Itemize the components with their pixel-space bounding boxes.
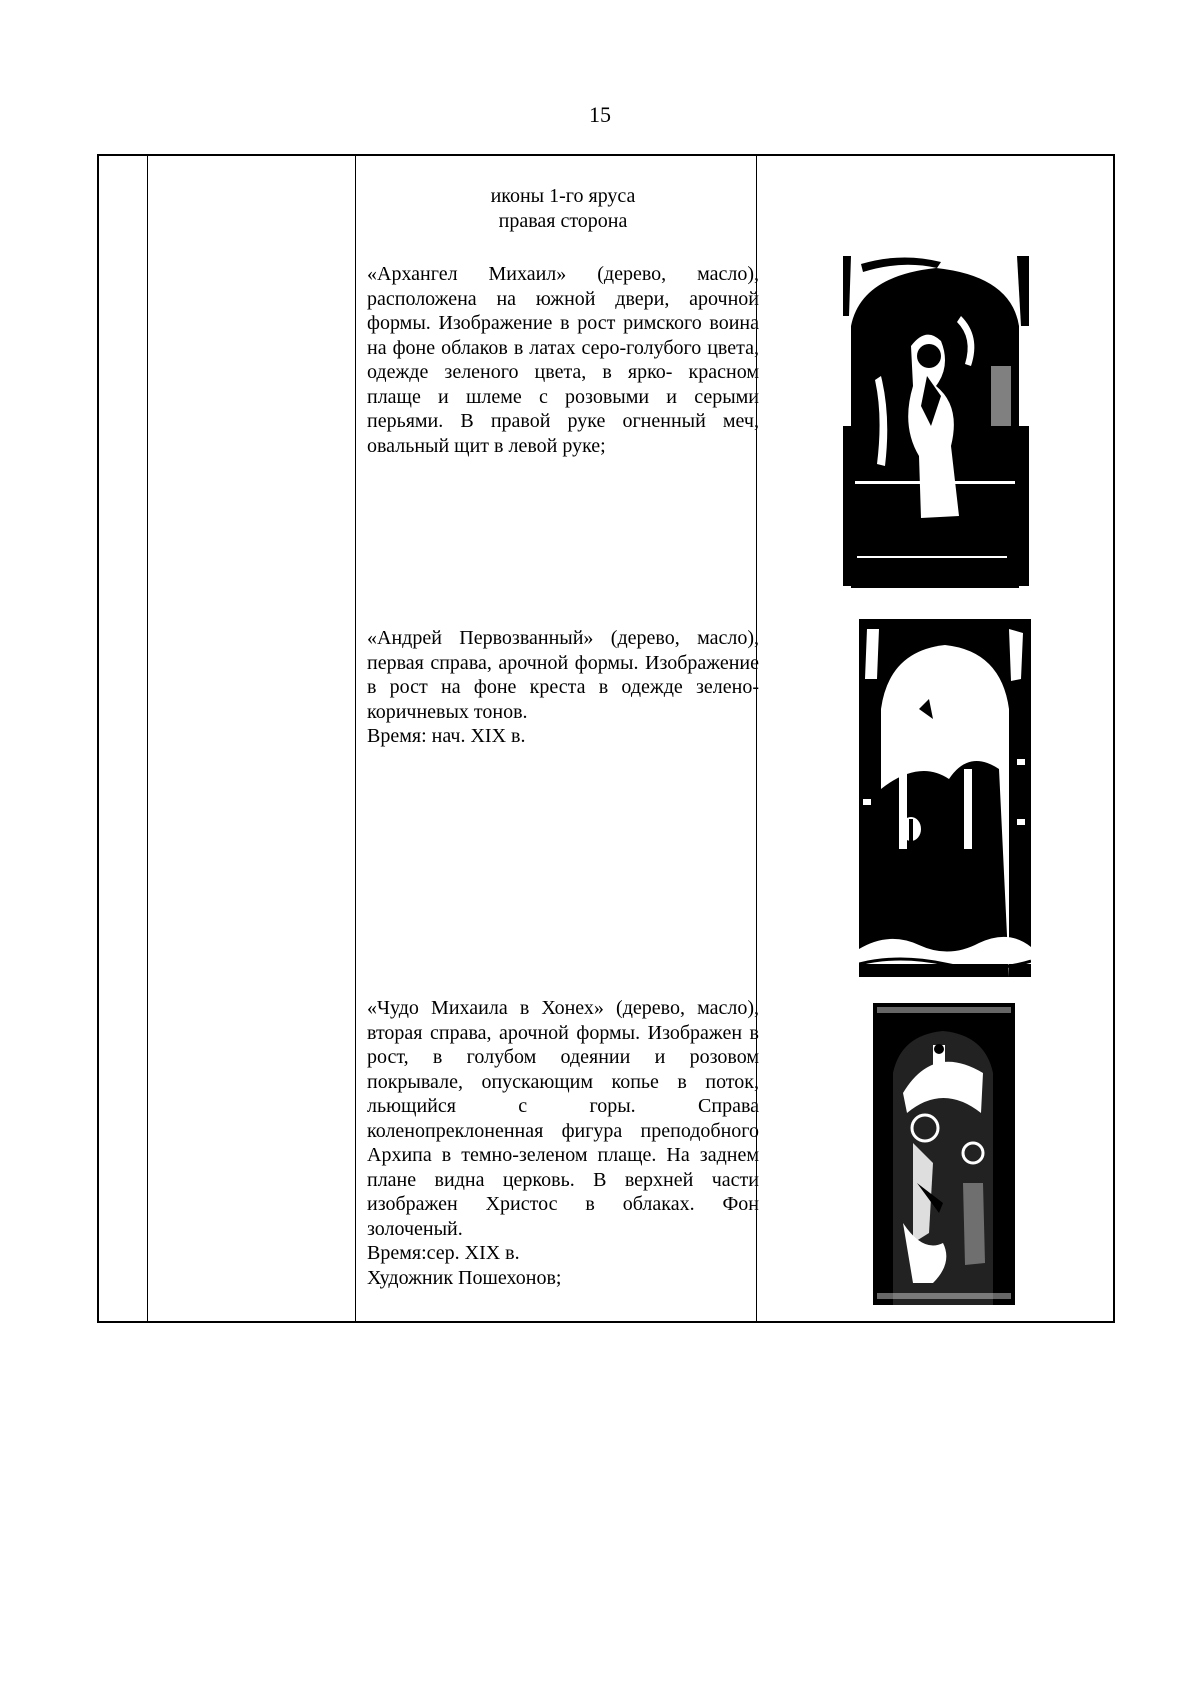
heading-line-side: правая сторона	[498, 209, 628, 232]
entry-time: Время:сер. XIX в.	[367, 1242, 520, 1264]
column-divider	[147, 156, 148, 1321]
entry-miracle-chonae	[367, 996, 759, 1290]
entry-artist: Художник Пошехонов;	[367, 1266, 562, 1289]
icon-photo-miracle-chonae	[873, 1003, 1015, 1305]
page-number: 15	[589, 102, 611, 127]
entry-text: «Архангел Михаил» (дерево, масло), расположена на южной двери, арочной формы. Изображение в рост римского воина на фоне облаков в латах серо-голубого цвета, одежде зеленого цвета, в ярко- красном плаще и шлеме с розовыми и серыми перьями. В правой руке огненный меч, овальный щит в левой руке;	[367, 263, 759, 457]
entry-text: «Андрей Первозванный» (дерево, масло), первая справа, арочной формы. Изображение в рост на фоне креста в одежде зелено-коричневых тонов.	[367, 627, 759, 723]
entry-andrew-first-called	[367, 626, 759, 749]
section-heading	[367, 184, 759, 233]
entry-archangel-michael	[367, 262, 759, 458]
icon-photo-andrew-first-called	[859, 619, 1031, 977]
entry-time: Время: нач. XIX в.	[367, 725, 526, 747]
heading-line-tier: иконы 1-го яруса	[490, 185, 636, 207]
column-divider	[355, 156, 356, 1321]
description-cell	[367, 184, 759, 1289]
entry-text: «Чудо Михаила в Хонех» (дерево, масло), вторая справа, арочной формы. Изображен в рост, в голубом одеянии и розовом покрывале, опускающим копье в поток, льющийся с горы. Справа коленопреклоненная фигура преподобного Архипа в темно-зеленом плаще. На заднем плане видна церковь. В верхней части изображен Христос в облаках. Фон золоченый.	[367, 997, 759, 1240]
document-table	[97, 154, 1115, 1323]
icon-photo-archangel-michael	[841, 256, 1031, 588]
